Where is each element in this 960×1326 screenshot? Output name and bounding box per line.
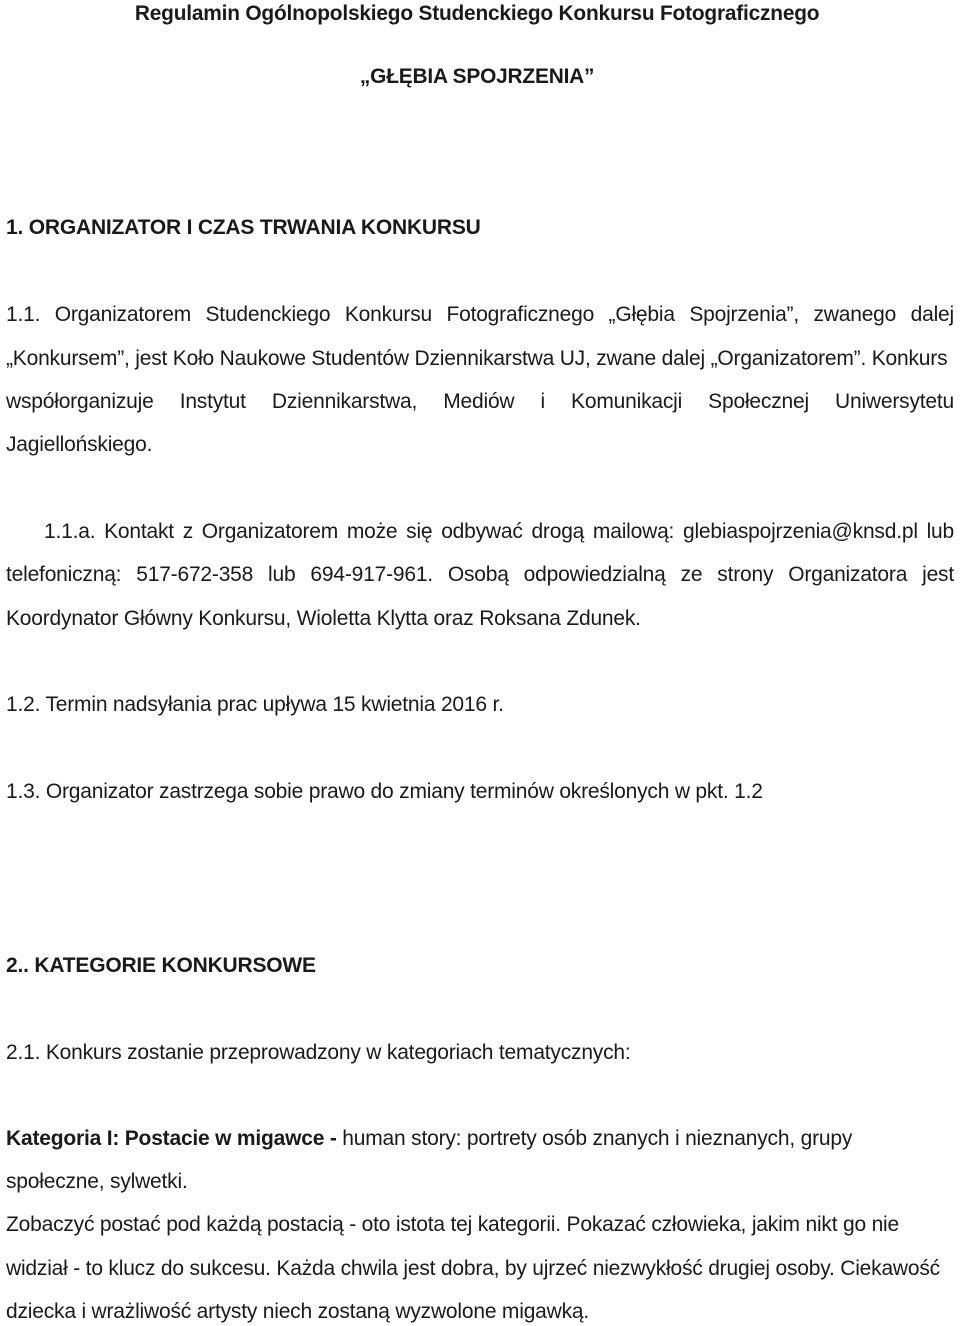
paragraph-1-3: 1.3. Organizator zastrzega sobie prawo do zmiany terminów określonych w pkt. 1.2 [6,780,763,803]
category-1-line-3: Zobaczyć postać pod każdą postacią - oto istota tej kategorii. Pokazać człowieka, jakim nikt go nie [6,1213,899,1236]
paragraph-1-1a-line-2: telefoniczną: 517-672-358 lub 694-917-961. Osobą odpowiedzialną ze strony Organizatora jest [6,563,954,586]
paragraph-1-1a-line-1: 1.1.a. Kontakt z Organizatorem może się odbywać drogą mailową: glebiaspojrzenia@knsd.pl lub [44,520,954,543]
category-1-description: human story: portrety osób znanych i nieznanych, grupy [336,1127,853,1150]
paragraph-1-2: 1.2. Termin nadsyłania prac upływa 15 kwietnia 2016 r. [6,693,504,716]
contest-name: „GŁĘBIA SPOJRZENIA” [359,65,595,88]
section-2-heading: 2.. KATEGORIE KONKURSOWE [6,954,316,977]
paragraph-1-1-line-4: Jagiellońskiego. [6,433,153,456]
section-1-heading: 1. ORGANIZATOR I CZAS TRWANIA KONKURSU [6,216,481,239]
category-1-title: Kategoria I: Postacie w migawce - [6,1127,337,1150]
document-title: Regulamin Ogólnopolskiego Studenckiego Konkursu Fotograficznego [134,2,820,25]
category-1-line-5: dziecka i wrażliwość artysty niech zostaną wyzwolone migawką. [6,1300,590,1323]
category-1-line-4: widział - to klucz do sukcesu. Każda chwila jest dobra, by ujrzeć niezwykłość drugiej osoby. Ciekawość [6,1257,940,1280]
paragraph-1-1a-line-3: Koordynator Główny Konkursu, Wioletta Klytta oraz Roksana Zdunek. [6,607,641,630]
paragraph-1-1-line-2: „Konkursem”, jest Koło Naukowe Studentów Dziennikarstwa UJ, zwane dalej „Organizatorem”. Konkurs [6,347,948,370]
category-1-line-1 [6,1125,954,1153]
paragraph-1-1-line-3: współorganizuje Instytut Dziennikarstwa, Mediów i Komunikacji Społecznej Uniwersytetu [6,390,954,413]
paragraph-1-1-line-1: 1.1. Organizatorem Studenckiego Konkursu Fotograficznego „Głębia Spojrzenia”, zwanego dalej [6,303,954,326]
category-1-line-2: społeczne, sylwetki. [6,1170,188,1193]
paragraph-2-1: 2.1. Konkurs zostanie przeprowadzony w kategoriach tematycznych: [6,1041,631,1064]
